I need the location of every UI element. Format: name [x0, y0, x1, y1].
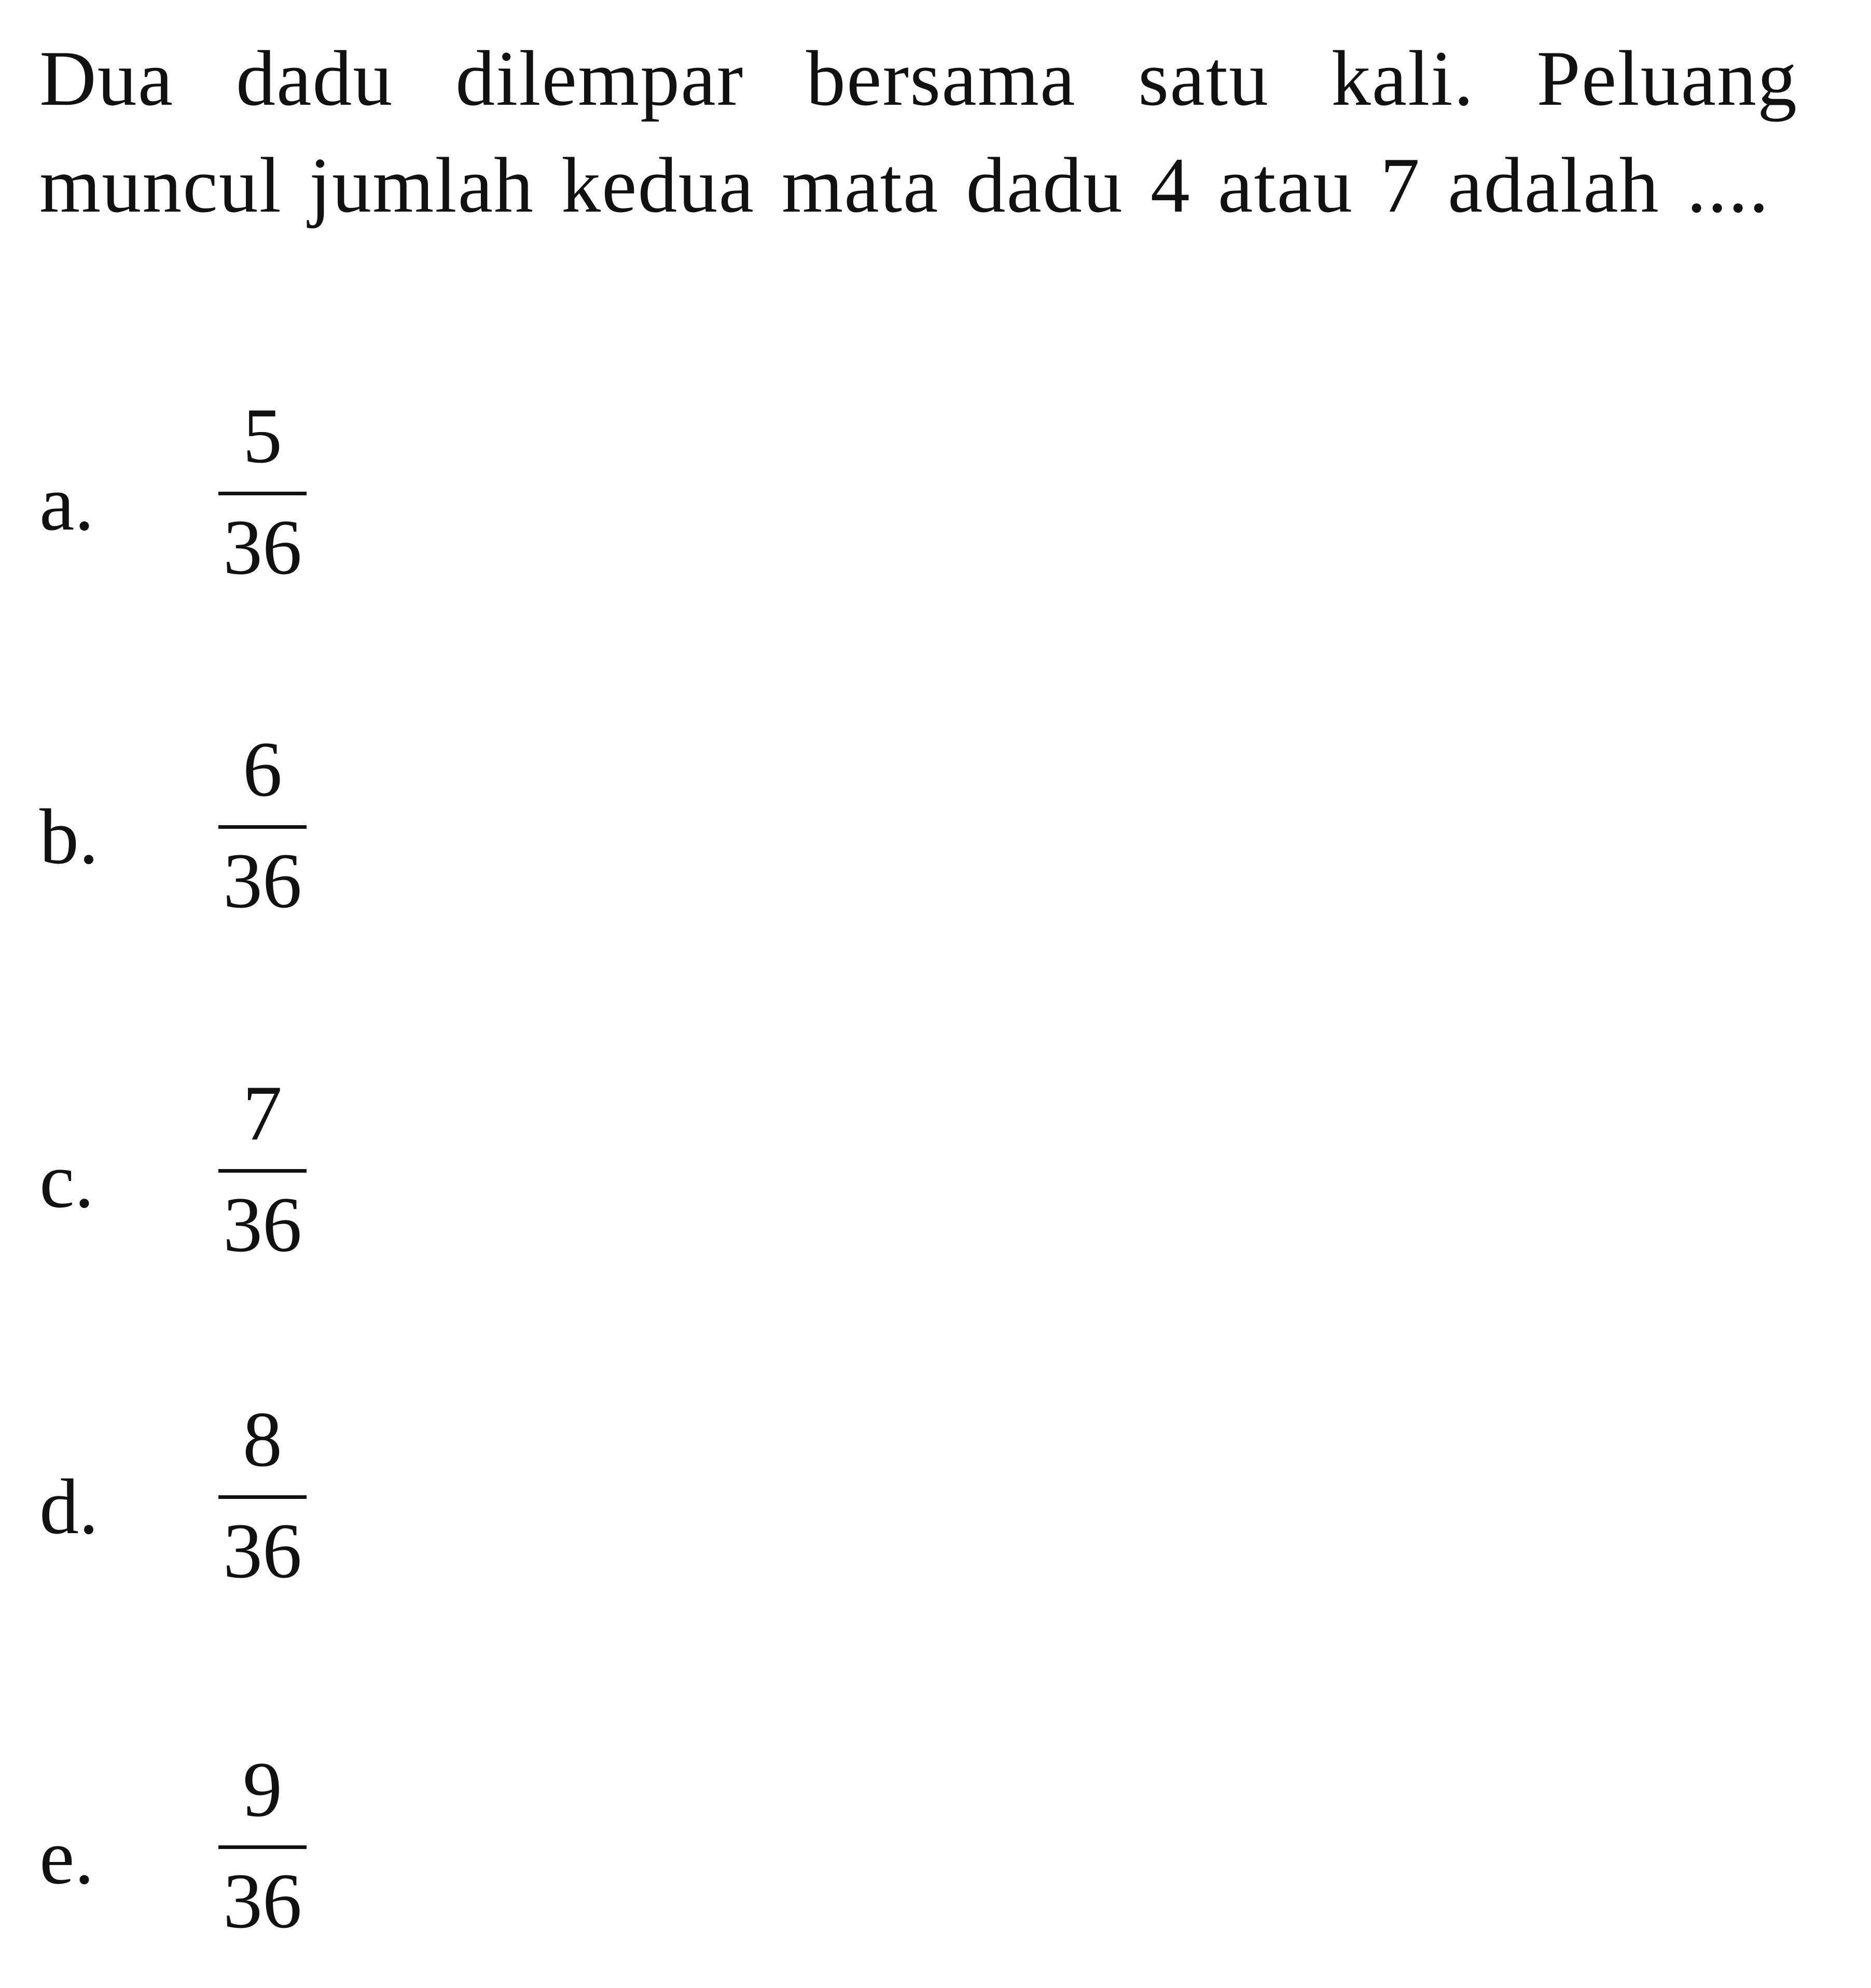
option-fraction [211, 1059, 314, 1282]
option-a[interactable] [39, 381, 506, 604]
option-label: e. [39, 1813, 94, 1900]
option-fraction [211, 1735, 314, 1958]
fraction-bar [218, 1845, 307, 1849]
option-fraction [211, 1385, 314, 1608]
option-e[interactable] [39, 1735, 506, 1958]
option-fraction [211, 715, 314, 938]
fraction-numerator: 7 [243, 1069, 282, 1157]
option-label: b. [39, 793, 99, 880]
option-label: a. [39, 460, 94, 547]
option-fraction [211, 381, 314, 604]
fraction-denominator: 36 [223, 837, 302, 924]
option-d[interactable] [39, 1385, 506, 1608]
fraction-denominator: 36 [223, 504, 302, 591]
fraction-denominator: 36 [223, 1507, 302, 1594]
fraction-bar [218, 1495, 307, 1499]
fraction-numerator: 6 [243, 726, 282, 813]
fraction-bar [218, 492, 307, 495]
fraction-denominator: 36 [223, 1181, 302, 1268]
fraction-numerator: 9 [243, 1746, 282, 1833]
fraction-numerator: 8 [243, 1396, 282, 1483]
question-text: Dua dadu dilempar bersama satu kali. Peluang muncul jumlah kedua mata dadu 4 atau 7 adalah .... [39, 35, 1798, 229]
fraction-bar [218, 825, 307, 829]
fraction-numerator: 5 [243, 392, 282, 479]
option-label: c. [39, 1137, 94, 1224]
option-b[interactable] [39, 715, 506, 938]
fraction-bar [218, 1169, 307, 1173]
option-c[interactable] [39, 1059, 506, 1282]
option-label: d. [39, 1463, 99, 1550]
fraction-denominator: 36 [223, 1857, 302, 1944]
